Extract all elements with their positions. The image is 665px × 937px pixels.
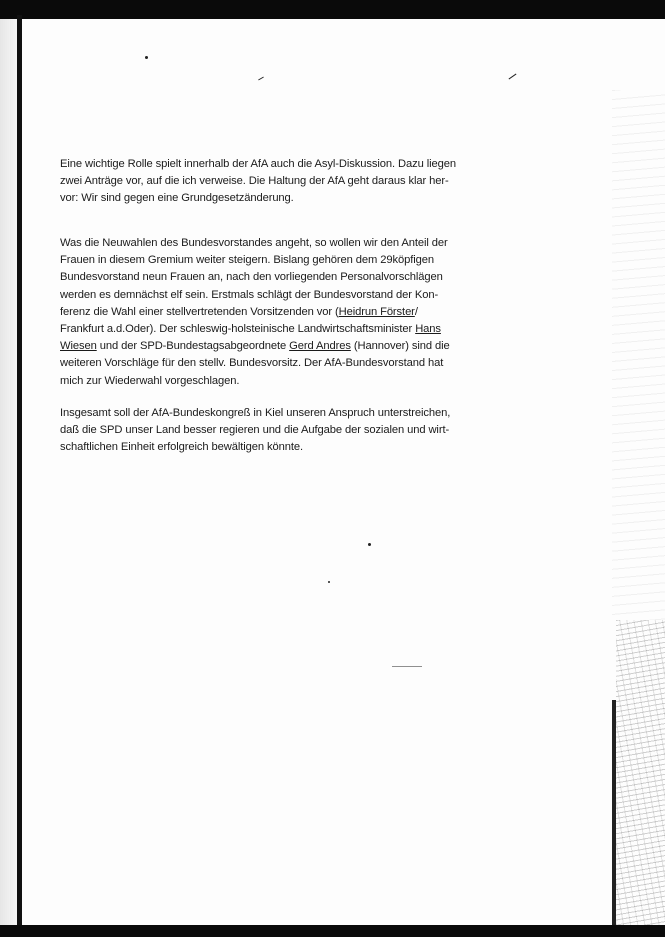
text-run: vor: Wir sind gegen eine Grundgesetzänderung. xyxy=(60,192,294,205)
text-run: werden es demnächst elf sein. Erstmals schlägt der Bundesvorstand der Kon- xyxy=(60,288,439,301)
text-run: Frankfurt a.d.Oder). Der schleswig-holsteinische Landwirtschaftsminister xyxy=(60,323,416,336)
scan-speck xyxy=(328,581,330,583)
underlined-name-gerd-andres: Gerd Andres xyxy=(289,340,351,353)
scan-top-border xyxy=(0,0,665,19)
text-line xyxy=(60,373,505,390)
text-line xyxy=(60,422,505,439)
scan-bottom-border xyxy=(0,925,665,937)
scan-right-edge xyxy=(612,700,616,925)
underlined-name-heidrun-foerster: Heidrun Förster xyxy=(338,305,415,318)
text-line xyxy=(60,439,505,456)
text-line xyxy=(60,355,505,372)
scan-speck xyxy=(392,666,422,667)
text-line xyxy=(60,405,505,422)
text-run: ferenz die Wahl einer stellvertretenden Vorsitzenden vor ( xyxy=(60,305,339,318)
text-line xyxy=(60,173,505,190)
text-line xyxy=(60,338,505,355)
scan-speck xyxy=(145,56,148,59)
text-run: daß die SPD unser Land besser regieren und die Aufgabe der sozialen und wirt- xyxy=(60,424,450,437)
text-run: schaftlichen Einheit erfolgreich bewältigen könnte. xyxy=(60,441,304,454)
text-run: zwei Anträge vor, auf die ich verweise. Die Haltung der AfA geht daraus klar her- xyxy=(60,175,449,188)
scan-speck xyxy=(368,543,371,546)
paragraph-board-elections xyxy=(60,235,505,390)
text-run: und der SPD-Bundestagsabgeordnete xyxy=(96,340,290,353)
text-run: / xyxy=(414,305,418,318)
scan-right-noise-dark xyxy=(616,620,665,925)
paragraph-congress-kiel xyxy=(60,405,505,457)
text-run: Eine wichtige Rolle spielt innerhalb der AfA auch die Asyl-Diskussion. Dazu liegen xyxy=(60,158,457,170)
text-line xyxy=(60,190,505,207)
text-run: (Hannover) sind die xyxy=(350,340,450,353)
underlined-name-wiesen: Wiesen xyxy=(60,340,97,353)
paragraph-asyl-discussion xyxy=(60,156,505,208)
underlined-name-hans: Hans xyxy=(415,323,441,336)
text-run: Frauen in diesem Gremium weiter steigern. Bislang gehören dem 29köpfigen xyxy=(60,254,434,267)
scan-speck xyxy=(509,74,517,80)
text-line xyxy=(60,269,505,286)
scan-speck xyxy=(258,77,264,81)
scan-right-noise xyxy=(612,90,665,620)
text-line xyxy=(60,287,505,304)
text-line xyxy=(60,156,505,173)
scan-left-margin xyxy=(0,19,17,925)
scan-left-edge xyxy=(17,15,22,927)
text-line xyxy=(60,252,505,269)
text-run: weiteren Vorschläge für den stellv. Bundesvorsitz. Der AfA-Bundesvorstand hat xyxy=(60,357,444,370)
text-run: mich zur Wiederwahl vorgeschlagen. xyxy=(60,374,240,387)
text-run: Bundesvorstand neun Frauen an, nach den vorliegenden Personalvorschlägen xyxy=(60,271,443,284)
text-line xyxy=(60,321,505,338)
text-line xyxy=(60,304,505,321)
text-run: Was die Neuwahlen des Bundesvorstandes angeht, so wollen wir den Anteil der xyxy=(60,237,448,249)
text-run: Insgesamt soll der AfA-Bundeskongreß in Kiel unseren Anspruch unterstreichen, xyxy=(60,407,451,419)
text-line xyxy=(60,235,505,252)
